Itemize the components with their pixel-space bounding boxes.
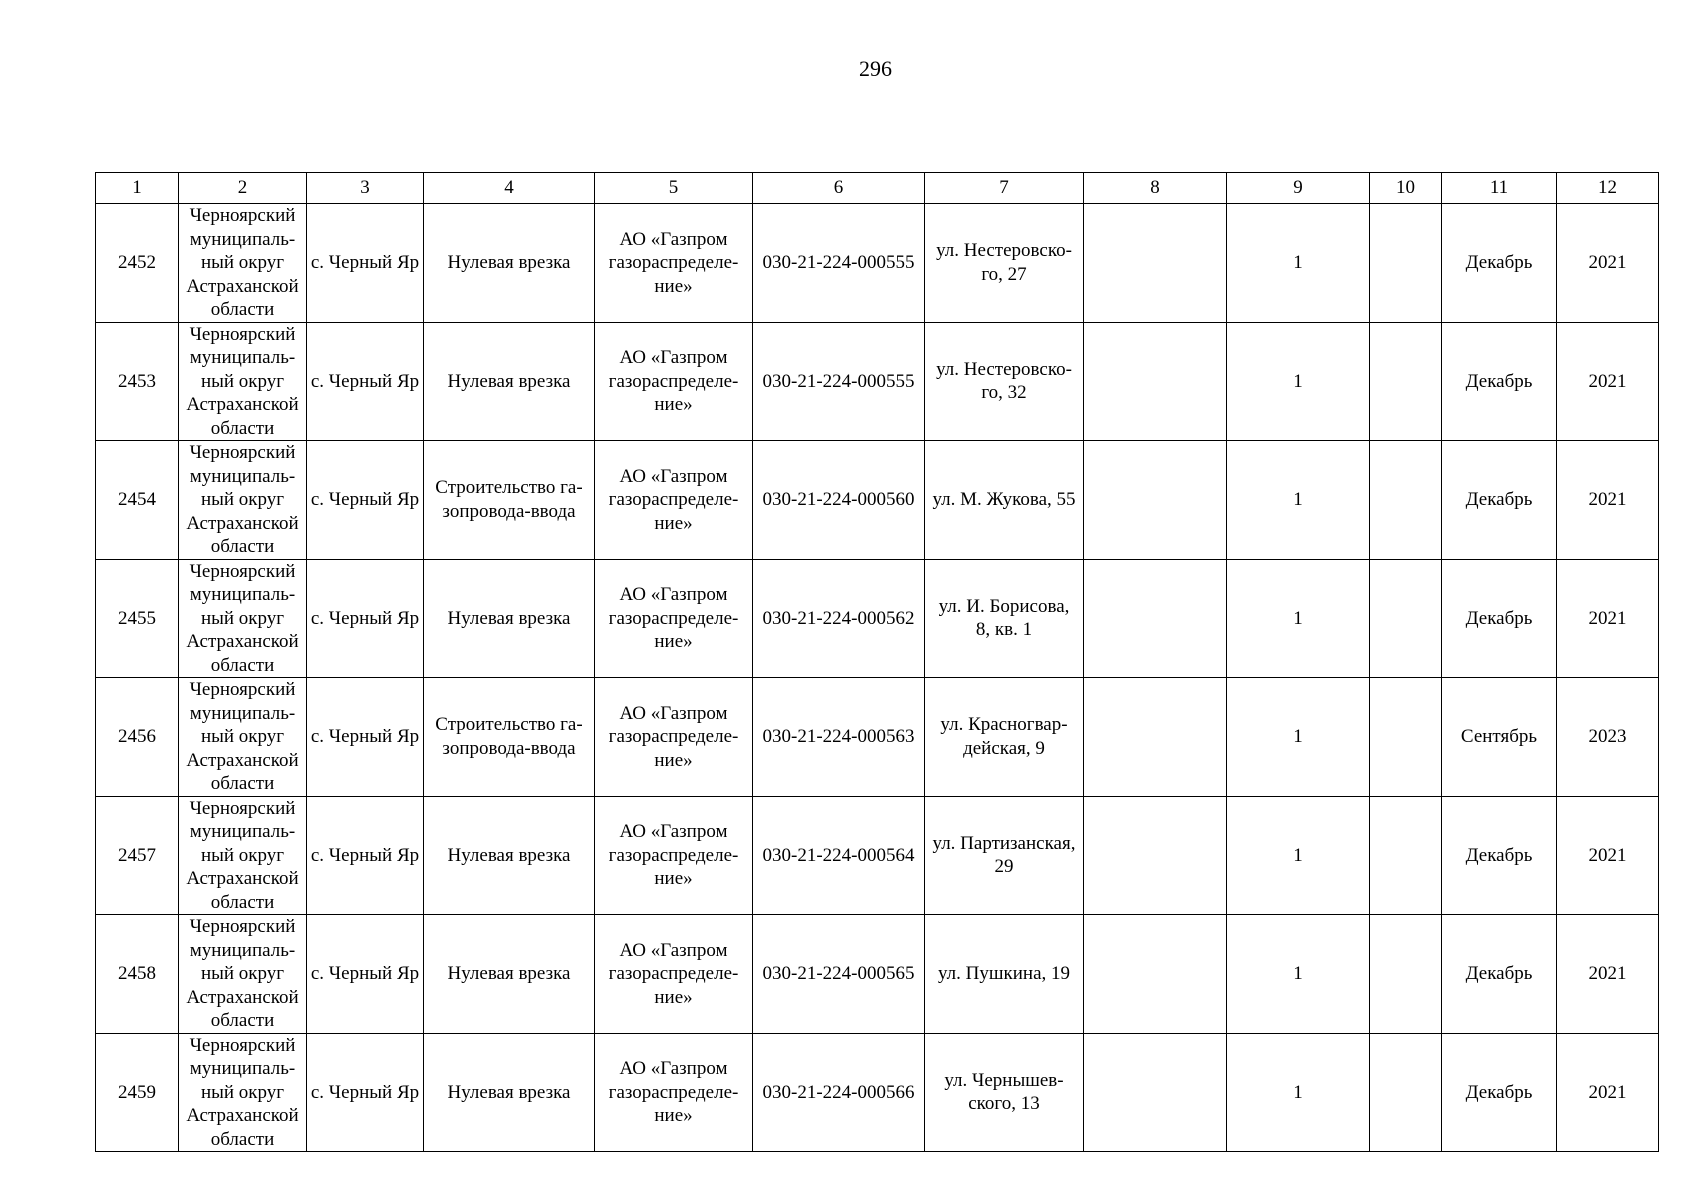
work-type-cell — [424, 1033, 595, 1152]
work-type-line: зопровода-ввода — [442, 500, 576, 522]
district-line: ный округ — [200, 252, 285, 273]
organization-line: ние» — [654, 275, 693, 297]
table-row — [96, 796, 1659, 915]
column-header-4: 4 — [424, 173, 595, 204]
locality-cell: с. Черный Яр — [307, 322, 424, 441]
object-code-cell: 030-21-224-000555 — [753, 204, 925, 323]
month-cell: Декабрь — [1442, 204, 1557, 323]
column-header-8: 8 — [1084, 173, 1227, 204]
locality-cell: с. Черный Яр — [307, 678, 424, 797]
column-10-cell — [1370, 441, 1442, 560]
district-line: муниципаль- — [189, 347, 296, 368]
district-line: муниципаль- — [189, 702, 296, 724]
organization-line: АО «Газпром — [619, 228, 728, 250]
district-cell — [179, 322, 307, 441]
month-cell: Декабрь — [1442, 796, 1557, 915]
district-line: муниципаль- — [189, 821, 296, 842]
address-line: ул. М. Жукова, 55 — [932, 489, 1076, 510]
organization-cell — [595, 1033, 753, 1152]
column-header-6: 6 — [753, 173, 925, 204]
column-8-cell — [1084, 204, 1227, 323]
address-line: ул. Нестеровско- — [936, 358, 1072, 380]
district-line: Черноярский — [189, 679, 296, 700]
column-header-5: 5 — [595, 173, 753, 204]
month-cell: Декабрь — [1442, 915, 1557, 1034]
table-row — [96, 678, 1659, 797]
organization-line: ние» — [654, 631, 693, 652]
work-type-cell — [424, 915, 595, 1034]
district-line: Астраханской — [186, 749, 299, 771]
district-line: Черноярский — [189, 797, 296, 819]
month-cell: Декабрь — [1442, 1033, 1557, 1152]
registry-table — [95, 172, 1659, 1152]
district-line: ный округ — [200, 963, 285, 984]
address-cell — [925, 678, 1084, 797]
district-line: ный округ — [200, 607, 285, 629]
district-line: ный округ — [200, 489, 285, 510]
address-cell — [925, 1033, 1084, 1152]
row-number-cell: 2452 — [96, 204, 179, 323]
work-type-line: зопровода-ввода — [442, 737, 576, 759]
organization-line: газораспределе- — [608, 252, 739, 273]
organization-cell — [595, 322, 753, 441]
object-code-cell: 030-21-224-000563 — [753, 678, 925, 797]
district-cell — [179, 204, 307, 323]
district-line: муниципаль- — [189, 1058, 296, 1079]
address-line: дейская, 9 — [963, 737, 1045, 759]
district-line: муниципаль- — [189, 228, 296, 250]
district-line: Астраханской — [186, 868, 299, 889]
organization-line: газораспределе- — [608, 844, 739, 866]
column-header-3: 3 — [307, 173, 424, 204]
district-line: Астраханской — [186, 512, 299, 534]
locality-cell: с. Черный Яр — [307, 915, 424, 1034]
column-10-cell — [1370, 322, 1442, 441]
row-number-cell: 2454 — [96, 441, 179, 560]
organization-cell — [595, 559, 753, 678]
address-line: го, 27 — [981, 263, 1027, 285]
column-10-cell — [1370, 915, 1442, 1034]
header-row — [96, 173, 1659, 204]
organization-line: АО «Газпром — [619, 347, 728, 368]
district-line: области — [210, 891, 275, 913]
address-cell — [925, 441, 1084, 560]
organization-line: ние» — [654, 868, 693, 889]
organization-line: газораспределе- — [608, 370, 739, 392]
count-cell: 1 — [1227, 322, 1370, 441]
column-header-11: 11 — [1442, 173, 1557, 204]
district-line: ный округ — [200, 1081, 285, 1103]
district-line: области — [210, 299, 275, 320]
year-cell: 2021 — [1557, 796, 1659, 915]
table-header — [96, 173, 1659, 204]
address-cell — [925, 796, 1084, 915]
address-line: ского, 13 — [968, 1093, 1040, 1115]
column-8-cell — [1084, 322, 1227, 441]
column-10-cell — [1370, 204, 1442, 323]
address-line: го, 32 — [981, 382, 1027, 404]
table-body — [96, 204, 1659, 1152]
district-line: Черноярский — [189, 560, 296, 582]
count-cell: 1 — [1227, 1033, 1370, 1152]
address-cell — [925, 559, 1084, 678]
organization-line: АО «Газпром — [619, 1058, 728, 1079]
organization-cell — [595, 678, 753, 797]
organization-line: ние» — [654, 986, 693, 1008]
address-cell — [925, 322, 1084, 441]
district-line: ный округ — [200, 726, 285, 747]
year-cell: 2021 — [1557, 322, 1659, 441]
district-line: области — [210, 773, 275, 794]
district-cell — [179, 559, 307, 678]
count-cell: 1 — [1227, 204, 1370, 323]
object-code-cell: 030-21-224-000562 — [753, 559, 925, 678]
work-type-line: Нулевая врезка — [447, 252, 571, 273]
count-cell: 1 — [1227, 915, 1370, 1034]
column-header-9: 9 — [1227, 173, 1370, 204]
locality-cell: с. Черный Яр — [307, 1033, 424, 1152]
count-cell: 1 — [1227, 441, 1370, 560]
district-line: Астраханской — [186, 275, 299, 297]
address-line: ул. Партизанская, — [932, 832, 1076, 854]
locality-cell: с. Черный Яр — [307, 204, 424, 323]
organization-line: газораспределе- — [608, 963, 739, 984]
address-line: 8, кв. 1 — [975, 619, 1033, 641]
table-row — [96, 441, 1659, 560]
column-header-10: 10 — [1370, 173, 1442, 204]
district-line: области — [210, 417, 275, 439]
column-10-cell — [1370, 678, 1442, 797]
district-line: Астраханской — [186, 1105, 299, 1126]
organization-line: ние» — [654, 749, 693, 771]
year-cell: 2021 — [1557, 204, 1659, 323]
row-number-cell: 2458 — [96, 915, 179, 1034]
district-line: Черноярский — [189, 442, 296, 463]
organization-line: газораспределе- — [608, 489, 739, 510]
month-cell: Декабрь — [1442, 559, 1557, 678]
district-line: Астраханской — [186, 986, 299, 1008]
address-line: ул. Нестеровско- — [936, 240, 1072, 262]
organization-cell — [595, 441, 753, 560]
address-line: ул. Пушкина, 19 — [938, 963, 1070, 984]
district-line: области — [210, 654, 275, 676]
column-header-1: 1 — [96, 173, 179, 204]
table-row — [96, 559, 1659, 678]
table-row — [96, 322, 1659, 441]
work-type-line: Нулевая врезка — [447, 844, 571, 866]
district-line: муниципаль- — [189, 939, 296, 961]
locality-cell: с. Черный Яр — [307, 796, 424, 915]
address-line: ул. Красногвар- — [940, 714, 1068, 736]
organization-line: ние» — [654, 394, 693, 415]
column-header-7: 7 — [925, 173, 1084, 204]
address-line: ул. Чернышев- — [944, 1069, 1064, 1091]
work-type-cell — [424, 678, 595, 797]
organization-line: АО «Газпром — [619, 702, 728, 724]
year-cell: 2023 — [1557, 678, 1659, 797]
district-cell — [179, 796, 307, 915]
month-cell: Сентябрь — [1442, 678, 1557, 797]
column-8-cell — [1084, 678, 1227, 797]
column-8-cell — [1084, 441, 1227, 560]
district-line: Астраханской — [186, 394, 299, 415]
work-type-cell — [424, 322, 595, 441]
year-cell: 2021 — [1557, 1033, 1659, 1152]
column-header-2: 2 — [179, 173, 307, 204]
work-type-line: Строительство га- — [435, 477, 583, 499]
work-type-cell — [424, 204, 595, 323]
work-type-cell — [424, 796, 595, 915]
district-line: ный округ — [200, 844, 285, 866]
count-cell: 1 — [1227, 678, 1370, 797]
district-line: Черноярский — [189, 916, 296, 937]
column-8-cell — [1084, 915, 1227, 1034]
organization-line: газораспределе- — [608, 607, 739, 629]
district-line: области — [210, 536, 275, 557]
column-header-12: 12 — [1557, 173, 1659, 204]
table-row — [96, 1033, 1659, 1152]
district-line: Черноярский — [189, 1034, 296, 1056]
work-type-line: Нулевая врезка — [447, 1081, 571, 1103]
organization-line: газораспределе- — [608, 1081, 739, 1103]
organization-line: АО «Газпром — [619, 939, 728, 961]
address-line: 29 — [994, 856, 1014, 878]
organization-line: АО «Газпром — [619, 465, 728, 487]
count-cell: 1 — [1227, 559, 1370, 678]
month-cell: Декабрь — [1442, 322, 1557, 441]
year-cell: 2021 — [1557, 915, 1659, 1034]
object-code-cell: 030-21-224-000560 — [753, 441, 925, 560]
work-type-line: Нулевая врезка — [447, 963, 571, 984]
column-8-cell — [1084, 559, 1227, 678]
district-line: Черноярский — [189, 205, 296, 226]
district-line: муниципаль- — [189, 465, 296, 487]
district-line: области — [210, 1128, 275, 1150]
address-cell — [925, 204, 1084, 323]
month-cell: Декабрь — [1442, 441, 1557, 560]
column-10-cell — [1370, 1033, 1442, 1152]
address-cell — [925, 915, 1084, 1034]
district-cell — [179, 915, 307, 1034]
row-number-cell: 2459 — [96, 1033, 179, 1152]
work-type-line: Нулевая врезка — [447, 607, 571, 629]
table-row — [96, 915, 1659, 1034]
work-type-line: Нулевая врезка — [447, 370, 571, 392]
organization-line: газораспределе- — [608, 726, 739, 747]
district-line: Черноярский — [189, 323, 296, 345]
organization-line: АО «Газпром — [619, 584, 728, 605]
object-code-cell: 030-21-224-000566 — [753, 1033, 925, 1152]
count-cell: 1 — [1227, 796, 1370, 915]
locality-cell: с. Черный Яр — [307, 441, 424, 560]
year-cell: 2021 — [1557, 441, 1659, 560]
row-number-cell: 2455 — [96, 559, 179, 678]
column-8-cell — [1084, 1033, 1227, 1152]
district-line: области — [210, 1010, 275, 1031]
work-type-cell — [424, 441, 595, 560]
district-line: ный округ — [200, 370, 285, 392]
table-row — [96, 204, 1659, 323]
object-code-cell: 030-21-224-000555 — [753, 322, 925, 441]
row-number-cell: 2457 — [96, 796, 179, 915]
object-code-cell: 030-21-224-000564 — [753, 796, 925, 915]
organization-line: АО «Газпром — [619, 821, 728, 842]
organization-line: ние» — [654, 512, 693, 534]
district-line: Астраханской — [186, 631, 299, 652]
column-8-cell — [1084, 796, 1227, 915]
district-cell — [179, 1033, 307, 1152]
year-cell: 2021 — [1557, 559, 1659, 678]
row-number-cell: 2453 — [96, 322, 179, 441]
work-type-cell — [424, 559, 595, 678]
district-cell — [179, 441, 307, 560]
organization-line: ние» — [654, 1105, 693, 1126]
address-line: ул. И. Борисова, — [938, 595, 1070, 617]
district-line: муниципаль- — [189, 584, 296, 605]
row-number-cell: 2456 — [96, 678, 179, 797]
object-code-cell: 030-21-224-000565 — [753, 915, 925, 1034]
page-number: 296 — [859, 56, 892, 81]
locality-cell: с. Черный Яр — [307, 559, 424, 678]
organization-cell — [595, 915, 753, 1034]
work-type-line: Строительство га- — [435, 714, 583, 736]
organization-cell — [595, 796, 753, 915]
organization-cell — [595, 204, 753, 323]
column-10-cell — [1370, 796, 1442, 915]
district-cell — [179, 678, 307, 797]
column-10-cell — [1370, 559, 1442, 678]
